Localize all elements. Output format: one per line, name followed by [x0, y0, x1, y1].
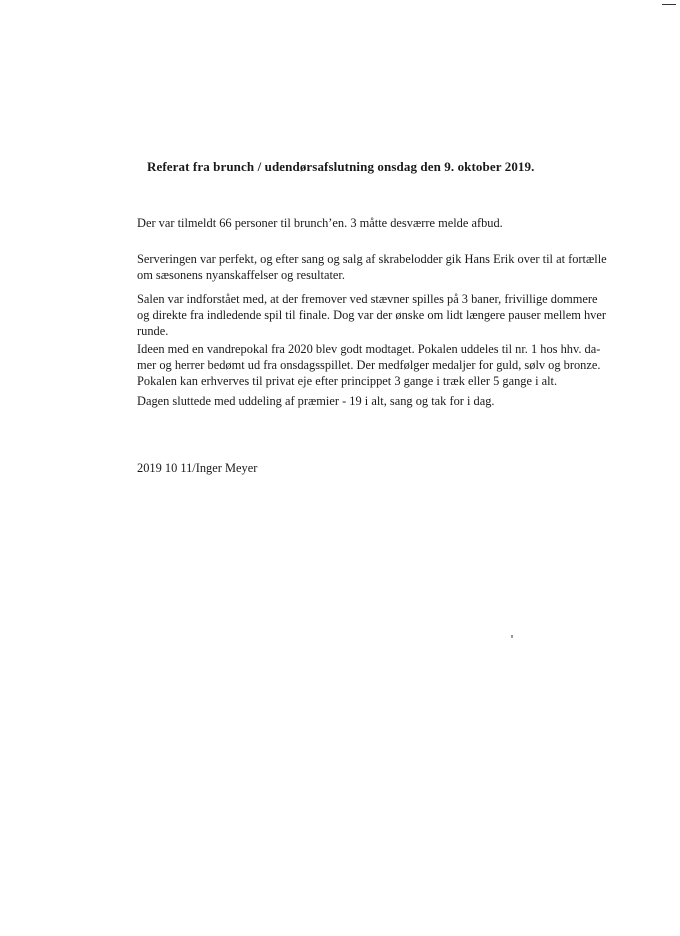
paragraph-trophy [137, 341, 617, 389]
paragraph-line: Ideen med en vandrepokal fra 2020 blev godt modtaget. Pokalen uddeles til nr. 1 hos hhv. da- [137, 342, 601, 356]
paragraph-line: mer og herrer bedømt ud fra onsdagsspillet. Der medfølger medaljer for guld, sølv og bronze. [137, 358, 601, 372]
paragraph-serving [137, 251, 617, 283]
document-title: Referat fra brunch / udendørsafslutning onsdag den 9. oktober 2019. [147, 159, 535, 174]
scan-edge-mark [662, 4, 676, 5]
paragraph-closing [137, 393, 617, 409]
paragraph-attendance [137, 215, 617, 231]
paragraph-line: om sæsonens nyanskaffelser og resultater. [137, 268, 345, 282]
paragraph-tournaments [137, 291, 617, 339]
paragraph-line: Der var tilmeldt 66 personer til brunch’en. 3 måtte desværre melde afbud. [137, 216, 503, 230]
scan-speck [511, 635, 513, 638]
signature-line: 2019 10 11/Inger Meyer [137, 461, 258, 475]
paragraph-line: og direkte fra indledende spil til finale. Dog var der ønske om lidt længere pauser mellem hver [137, 308, 606, 322]
paragraph-line: Dagen sluttede med uddeling af præmier - 19 i alt, sang og tak for i dag. [137, 394, 495, 408]
paragraph-line: Pokalen kan erhverves til privat eje efter princippet 3 gange i træk eller 5 gange i alt. [137, 374, 558, 388]
paragraph-line: Salen var indforstået med, at der fremover ved stævner spilles på 3 baner, frivillige dommere [137, 292, 598, 306]
paragraph-line: Serveringen var perfekt, og efter sang og salg af skrabelodder gik Hans Erik over til at fortælle [137, 252, 607, 266]
paragraph-line: runde. [137, 324, 169, 338]
